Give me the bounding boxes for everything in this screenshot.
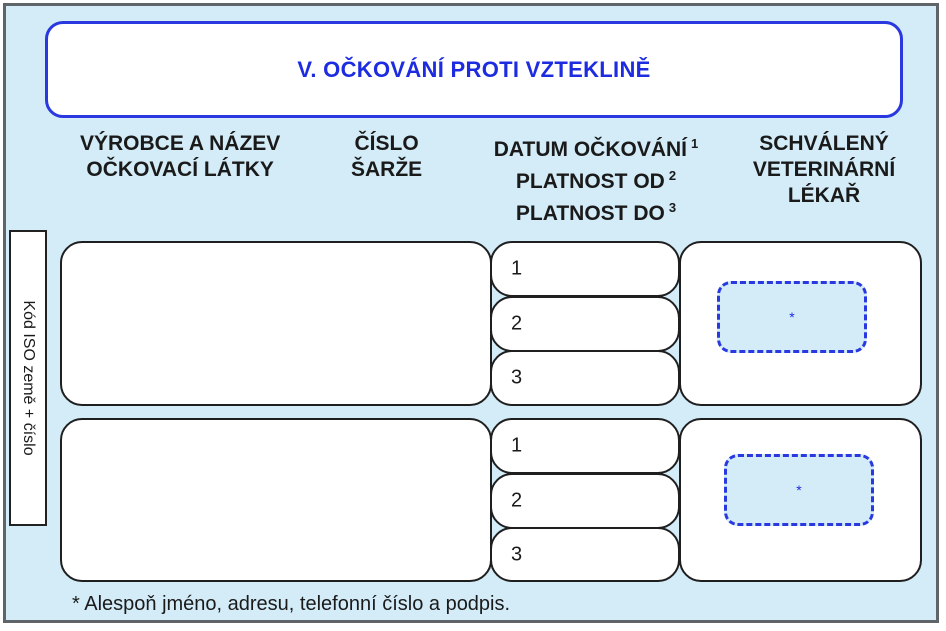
- maker-field-1[interactable]: [60, 241, 492, 406]
- vet-field-2[interactable]: [679, 418, 922, 582]
- header-batch-line2: ŠARŽE: [351, 158, 423, 181]
- header-date-line2: PLATNOST OD $^2$: [515, 168, 677, 193]
- date-field-2-2[interactable]: [490, 473, 680, 529]
- stamp-area-2[interactable]: [724, 454, 874, 526]
- date-field-2-3[interactable]: [490, 527, 680, 582]
- maker-field-2[interactable]: [60, 418, 492, 582]
- header-batch-line1: ČÍSLO: [354, 132, 419, 155]
- iso-code-box: [9, 230, 47, 526]
- title-box: [45, 21, 903, 118]
- date-row-number: 2: [511, 489, 523, 512]
- header-dates: [476, 131, 716, 227]
- date-row-number: 3: [511, 543, 523, 565]
- date-field-2-1[interactable]: [490, 418, 680, 474]
- header-maker: [80, 131, 280, 183]
- stamp-asterisk: *: [796, 482, 802, 498]
- footnote: * Alespoň jméno, adresu, telefonní číslo a podpis.: [72, 593, 511, 615]
- stamp-area-1[interactable]: [717, 281, 867, 353]
- iso-code-label: Kód ISO země + číslo: [20, 300, 37, 456]
- header-date-line1: DATUM OČKOVÁNÍ $^1$: [493, 136, 699, 161]
- section-title: V. OČKOVÁNÍ PROTI VZTEKLINĚ: [297, 56, 651, 82]
- header-maker-line2: OČKOVACÍ LÁTKY: [86, 158, 274, 181]
- header-vet-line1: SCHVÁLENÝ: [759, 132, 889, 155]
- header-vet-line2: VETERINÁRNÍ: [752, 158, 896, 181]
- date-row-number: 2: [511, 312, 523, 335]
- date-field-1-1[interactable]: [490, 241, 680, 297]
- date-row-number: 1: [511, 434, 523, 457]
- date-field-1-3[interactable]: [490, 350, 680, 406]
- header-date-line3: PLATNOST DO $^3$: [515, 200, 677, 225]
- stamp-asterisk: *: [789, 309, 795, 325]
- vet-field-1[interactable]: [679, 241, 922, 406]
- date-row-number: 3: [511, 366, 523, 389]
- header-vet-line3: LÉKAŘ: [787, 184, 861, 207]
- date-field-1-2[interactable]: [490, 296, 680, 352]
- header-maker-line1: VÝROBCE A NÁZEV: [80, 132, 281, 155]
- header-vet: [738, 131, 910, 209]
- date-row-number: 1: [511, 257, 523, 280]
- header-batch: [351, 131, 422, 183]
